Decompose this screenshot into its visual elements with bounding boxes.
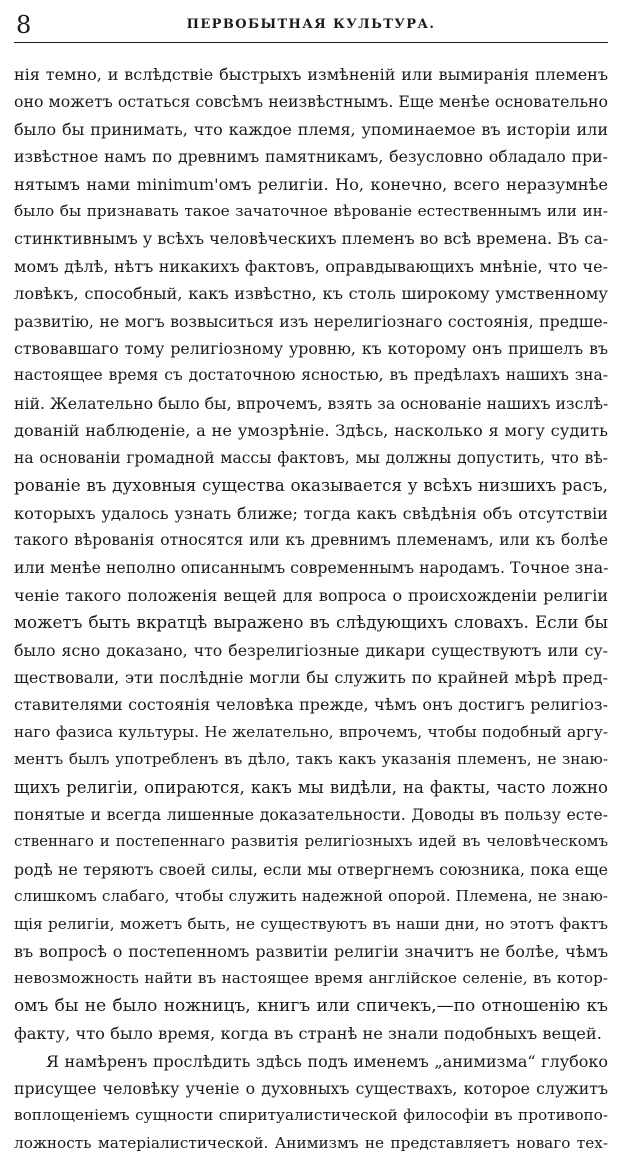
text-line: ченіе такого положенія вещей для вопроса о происхожденіи религіи xyxy=(14,585,608,605)
text-line: настоящее время съ достаточною ясностью, въ предѣлахъ нашихъ зна- xyxy=(14,366,608,385)
paragraph-1 xyxy=(14,61,608,1048)
text-line: ній. Желательно было бы, впрочемъ, взять за основаніе нашихъ изслѣ- xyxy=(14,393,608,413)
text-line: щихъ религіи, опираются, какъ мы видѣли, на факты, часто ложно xyxy=(14,777,608,797)
page-number: 8 xyxy=(16,11,32,39)
text-line: оно можетъ остаться совсѣмъ неизвѣстнымъ. Еще менѣе основательно xyxy=(14,92,608,112)
text-line: ложность матеріалистической. Анимизмъ не представляетъ новаго тех- xyxy=(14,1133,608,1152)
text-line: было бы признавать такое зачаточное вѣрованіе естественнымъ или ин- xyxy=(14,202,608,221)
text-line: развитію, не могъ возвыситься изъ нерелигіознаго состоянія, предше- xyxy=(14,311,608,331)
text-line: стинктивнымъ у всѣхъ человѣческихъ племенъ во всѣ времена. Въ са- xyxy=(14,229,608,249)
text-line: воплощеніемъ сущности спиритуалистической философіи въ противопо- xyxy=(14,1106,608,1125)
text-line: было бы принимать, что каждое племя, упоминаемое въ исторіи или xyxy=(14,119,608,139)
text-line: на основаніи громадной массы фактовъ, мы должны допустить, что вѣ- xyxy=(14,448,608,467)
page-header xyxy=(14,10,608,43)
text-line: извѣстное намъ по древнимъ памятникамъ, безусловно обладало при- xyxy=(14,147,608,167)
text-line: было ясно доказано, что безрелигіозные дикари существуютъ или су- xyxy=(14,640,608,660)
body-text xyxy=(14,61,608,1157)
text-line: или менѣе неполно описаннымъ современнымъ народамъ. Точное зна- xyxy=(14,558,608,578)
text-line: понятые и всегда лишенные доказательности. Доводы въ пользу есте- xyxy=(14,804,608,824)
text-line: наго фазиса культуры. Не желательно, впрочемъ, чтобы подобный аргу- xyxy=(14,722,608,741)
text-line: дованій наблюденіе, а не умозрѣніе. Здѣсь, насколько я могу судить xyxy=(14,421,608,441)
text-line: нятымъ нами minimum'омъ религіи. Но, конечно, всего неразумнѣе xyxy=(14,174,608,194)
text-line: ловѣкъ, способный, какъ извѣстно, къ столь широкому умственному xyxy=(14,284,608,304)
text-line: такого вѣрованія относятся или къ древнимъ племенамъ, или къ болѣе xyxy=(14,530,608,549)
paragraph-2 xyxy=(14,1048,608,1157)
text-line: невозможность найти въ настоящее время англійское селеніе, въ котор- xyxy=(14,969,608,988)
text-line: родѣ не теряютъ своей силы, если мы отвергнемъ союзника, пока еще xyxy=(14,859,608,879)
text-line: ществовали, эти послѣдніе могли бы служить по крайней мѣрѣ пред- xyxy=(14,667,608,687)
text-line: которыхъ удалось узнать ближе; тогда какъ свѣдѣнія объ отсутствіи xyxy=(14,503,608,523)
text-line: ментъ былъ употребленъ въ дѣло, такъ какъ указанія племенъ, не знаю- xyxy=(14,750,608,769)
text-line: присущее человѣку ученіе о духовныхъ существахъ, которое служитъ xyxy=(14,1079,608,1099)
text-line: ставителями состоянія человѣка прежде, чѣмъ онъ достигъ религіоз- xyxy=(14,695,608,715)
text-line: момъ дѣлѣ, нѣтъ никакихъ фактовъ, оправдывающихъ мнѣніе, что че- xyxy=(14,256,608,276)
text-line: можетъ быть вкратцѣ выражено въ слѣдующихъ словахъ. Если бы xyxy=(14,612,608,633)
text-line: нія темно, и вслѣдствіе быстрыхъ измѣненій или вымиранія племенъ xyxy=(14,65,608,84)
text-line: ствовавшаго тому религіозному уровню, къ которому онъ пришелъ въ xyxy=(14,339,608,359)
text-line: щія религіи, можетъ быть, не существуютъ въ наши дни, но этотъ фактъ xyxy=(14,914,608,933)
book-page xyxy=(14,10,608,1152)
text-line: омъ бы не было ножницъ, книгъ или спичекъ,—по отношенію къ xyxy=(14,995,608,1016)
text-line: факту, что было время, когда въ странѣ не знали подобныхъ вещей. xyxy=(14,1024,602,1044)
text-line: Я намѣренъ прослѣдить здѣсь подъ именемъ „анимизма“ глубоко xyxy=(46,1051,608,1071)
text-line: рованіе въ духовныя существа оказывается у всѣхъ низшихъ расъ, xyxy=(14,475,608,496)
text-line: слишкомъ слабаго, чтобы служить надежной опорой. Племена, не знаю- xyxy=(14,887,608,906)
running-title: ПЕРВОБЫТНАЯ КУЛЬТУРА. xyxy=(186,17,436,32)
text-line: ственнаго и постепеннаго развитія религіозныхъ идей въ человѣческомъ xyxy=(14,832,608,851)
text-line: въ вопросѣ о постепенномъ развитіи религіи значитъ не болѣе, чѣмъ xyxy=(14,942,608,961)
